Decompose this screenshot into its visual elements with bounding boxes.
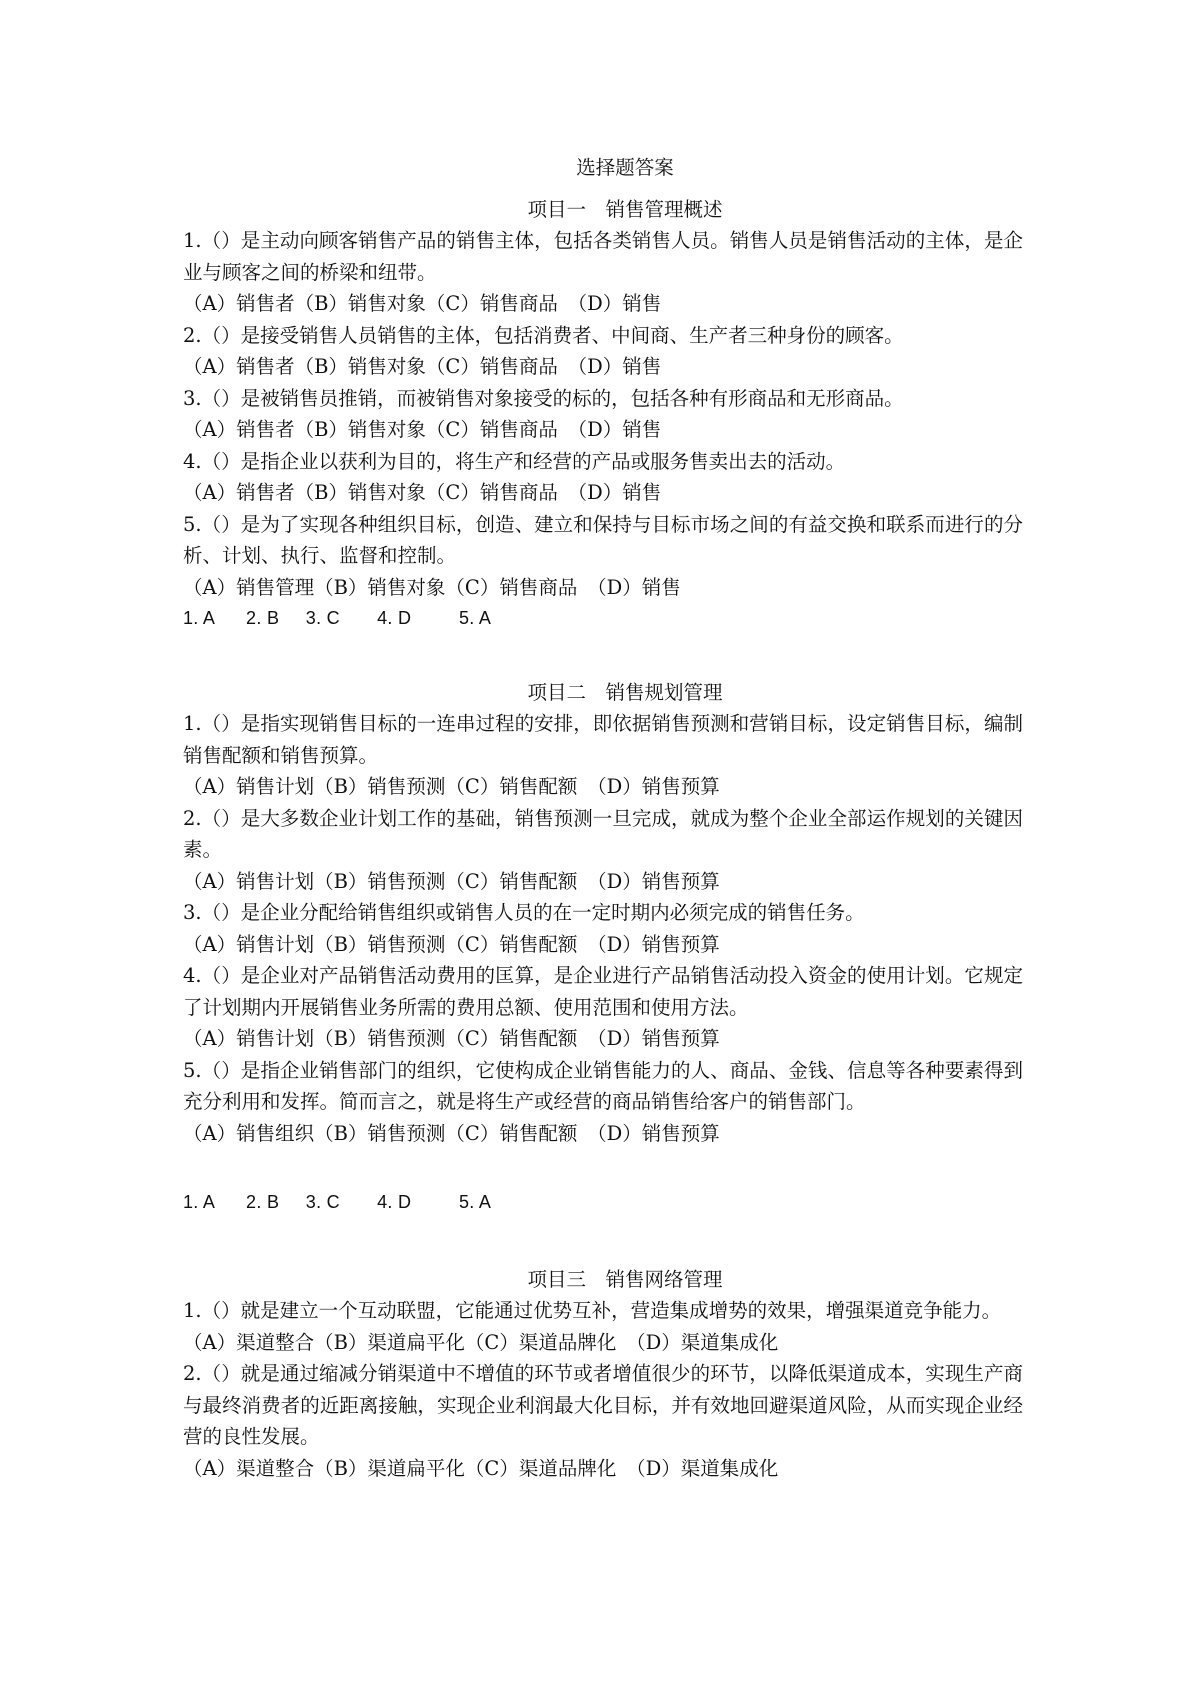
question-options: （A）渠道整合（B）渠道扁平化（C）渠道品牌化 （D）渠道集成化: [183, 1456, 779, 1480]
question-text: 4.（）是企业对产品销售活动费用的匡算，是企业进行产品销售活动投入资金的使用计划。它规定了计划期内开展销售业务所需的费用总额、使用范围和使用方法。: [183, 964, 1023, 1019]
question-text: 3.（）是被销售员推销，而被销售对象接受的标的，包括各种有形商品和无形商品。: [183, 386, 904, 410]
question-text: 2.（）就是通过缩减分销渠道中不增值的环节或者增值很少的环节，以降低渠道成本，实现生产商与最终消费者的近距离接触，实现企业利润最大化目标，并有效地回避渠道风险，从而实现企业经营的良性发展。: [183, 1362, 1023, 1448]
section-title: 项目一 销售管理概述: [527, 197, 723, 221]
section-title: 项目二 销售规划管理: [527, 680, 723, 704]
section-2: [183, 677, 1023, 1219]
question-item: [183, 803, 1023, 898]
question-options: （A）销售计划（B）销售预测（C）销售配额 （D）销售预算: [183, 775, 720, 798]
question-options: （A）销售者（B）销售对象（C）销售商品 （D）销售: [183, 481, 662, 504]
question-item: [183, 1055, 1023, 1150]
question-text: 3.（）是企业分配给销售组织或销售人员的在一定时期内必须完成的销售任务。: [183, 901, 865, 924]
section-spacer: [183, 1219, 1023, 1264]
question-item: [183, 446, 1023, 509]
question-options: （A）销售组织（B）销售预测（C）销售配额 （D）销售预算: [183, 1121, 720, 1145]
question-options: （A）销售者（B）销售对象（C）销售商品 （D）销售: [183, 355, 662, 378]
section-3: [183, 1264, 1023, 1485]
document-content: [183, 152, 1023, 1484]
section-title: 项目三 销售网络管理: [527, 1267, 723, 1291]
question-text: 2.（）是大多数企业计划工作的基础，销售预测一旦完成，就成为整个企业全部运作规划的关键因素。: [183, 806, 1023, 861]
question-item: [183, 897, 1023, 960]
question-item: [183, 320, 1023, 383]
question-options: （A）销售计划（B）销售预测（C）销售配额 （D）销售预算: [183, 1027, 720, 1050]
question-text: 1.（）是指实现销售目标的一连串过程的安排，即依据销售预测和营销目标，设定销售目标，编制销售配额和销售预算。: [183, 712, 1023, 767]
answer-key: 1. A 2. B 3. C 4. D 5. A: [183, 608, 492, 628]
document-title: 选择题答案: [576, 156, 674, 179]
question-text: 1.（）是主动向顾客销售产品的销售主体，包括各类销售人员。销售人员是销售活动的主体，是企业与顾客之间的桥梁和纽带。: [183, 229, 1023, 284]
question-text: 5.（）是指企业销售部门的组织，它使构成企业销售能力的人、商品、金钱、信息等各种要素得到充分利用和发挥。简而言之，就是将生产或经营的商品销售给客户的销售部门。: [183, 1058, 1023, 1113]
question-item: [183, 509, 1023, 604]
question-options: （A）销售计划（B）销售预测（C）销售配额 （D）销售预算: [183, 869, 720, 893]
question-options: （A）销售者（B）销售对象（C）销售商品 （D）销售: [183, 418, 662, 441]
question-item: [183, 708, 1023, 803]
question-options: （A）渠道整合（B）渠道扁平化（C）渠道品牌化 （D）渠道集成化: [183, 1330, 779, 1354]
question-options: （A）销售计划（B）销售预测（C）销售配额 （D）销售预算: [183, 932, 720, 956]
blank-line: [183, 1149, 1023, 1187]
question-text: 1.（）就是建立一个互动联盟，它能通过优势互补，营造集成增势的效果，增强渠道竞争能力。: [183, 1299, 1002, 1322]
section-1: [183, 194, 1023, 635]
question-text: 4.（）是指企业以获利为目的，将生产和经营的产品或服务售卖出去的活动。: [183, 449, 846, 473]
question-options: （A）销售管理（B）销售对象（C）销售商品 （D）销售: [183, 575, 681, 599]
question-text: 5.（）是为了实现各种组织目标，创造、建立和保持与目标市场之间的有益交换和联系而进行的分析、计划、执行、监督和控制。: [183, 512, 1023, 567]
section-spacer: [183, 635, 1023, 677]
question-item: [183, 960, 1023, 1055]
question-item: [183, 225, 1023, 320]
question-text: 2.（）是接受销售人员销售的主体，包括消费者、中间商、生产者三种身份的顾客。: [183, 323, 904, 347]
question-item: [183, 1295, 1023, 1358]
question-item: [183, 383, 1023, 446]
question-options: （A）销售者（B）销售对象（C）销售商品 （D）销售: [183, 292, 662, 315]
answer-key: 1. A 2. B 3. C 4. D 5. A: [183, 1192, 492, 1212]
question-item: [183, 1358, 1023, 1484]
